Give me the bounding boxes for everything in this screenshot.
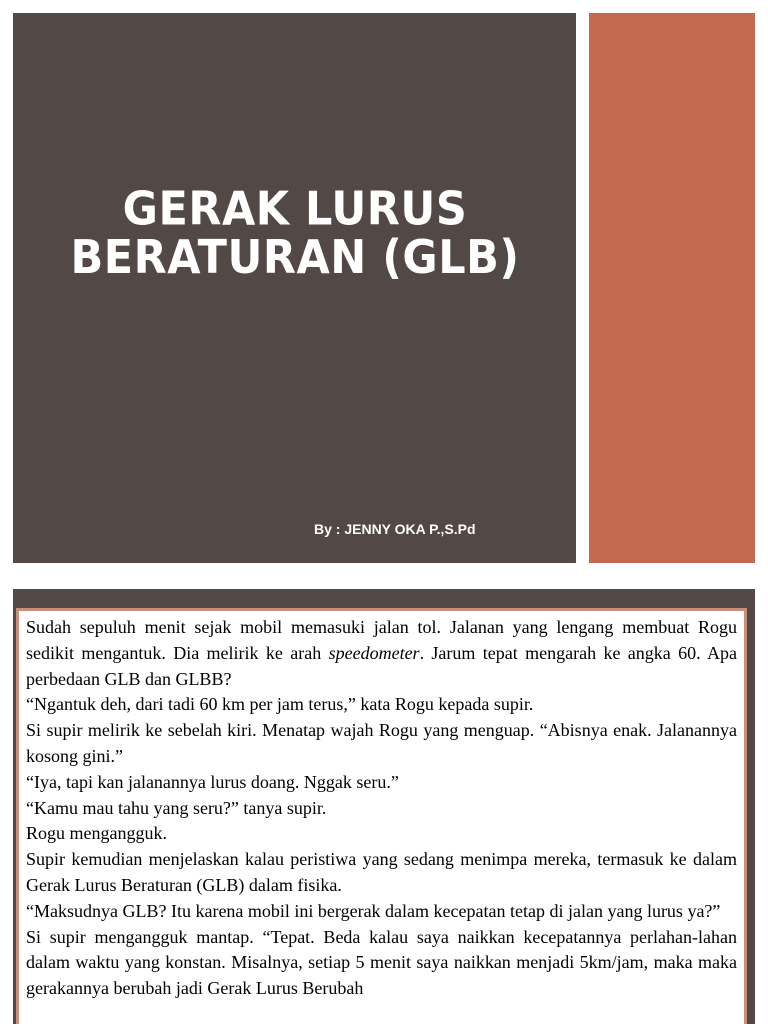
- story-text-content: [19, 611, 744, 1024]
- slide-title-line-2: BERATURAN (GLB): [70, 230, 520, 285]
- story-paragraph-1-after: . Jarum tepat mengarah ke angka 60. Apa perbedaan GLB dan GLBB?: [26, 642, 737, 689]
- story-text-box: [16, 608, 747, 1024]
- story-paragraph-3: Si supir melirik ke sebelah kiri. Menatap wajah Rogu yang menguap. “Abisnya enak. Jalanannya kosong gini.”: [26, 720, 737, 766]
- story-paragraph-1-before: Sudah sepuluh menit sejak mobil memasuki jalan tol. Jalanan yang lengang membuat Rogu sedikit mengantuk. Dia melirik ke arah: [26, 617, 737, 663]
- text-slide: [0, 576, 768, 1024]
- story-paragraph-2: “Ngantuk deh, dari tadi 60 km per jam terus,” kata Rogu kepada supir.: [26, 694, 534, 715]
- title-panel: [13, 13, 576, 563]
- story-paragraph-5: “Kamu mau tahu yang seru?” tanya supir.: [26, 797, 327, 818]
- slide-title-line-1: GERAK LURUS: [122, 182, 468, 237]
- accent-panel: [589, 13, 755, 563]
- speedometer-term: speedometer: [328, 642, 420, 663]
- story-paragraph-1: [26, 615, 737, 692]
- story-paragraph-9: Si supir mengangguk mantap. “Tepat. Beda kalau saya naikkan kecepatannya perlahan-lahan dalam waktu yang konstan. Misalnya, setiap 5 menit saya naikkan menjadi 5km/jam, maka maka gerakannya berubah jadi Gerak Lurus Berubah: [26, 926, 737, 999]
- story-paragraph-8: “Maksudnya GLB? Itu karena mobil ini bergerak dalam kecepatan tetap di jalan yang lurus ya?”: [26, 900, 721, 921]
- slide-title: [0, 182, 590, 285]
- story-paragraph-4: “Iya, tapi kan jalanannya lurus doang. Nggak seru.”: [26, 771, 399, 792]
- story-paragraph-7: Supir kemudian menjelaskan kalau peristiwa yang sedang menimpa mereka, termasuk ke dalam Gerak Lurus Beraturan (GLB) dalam fisika.: [26, 849, 737, 895]
- story-paragraph-6: Rogu mengangguk.: [26, 823, 167, 844]
- author-byline: By : JENNY OKA P.,S.Pd: [314, 521, 476, 537]
